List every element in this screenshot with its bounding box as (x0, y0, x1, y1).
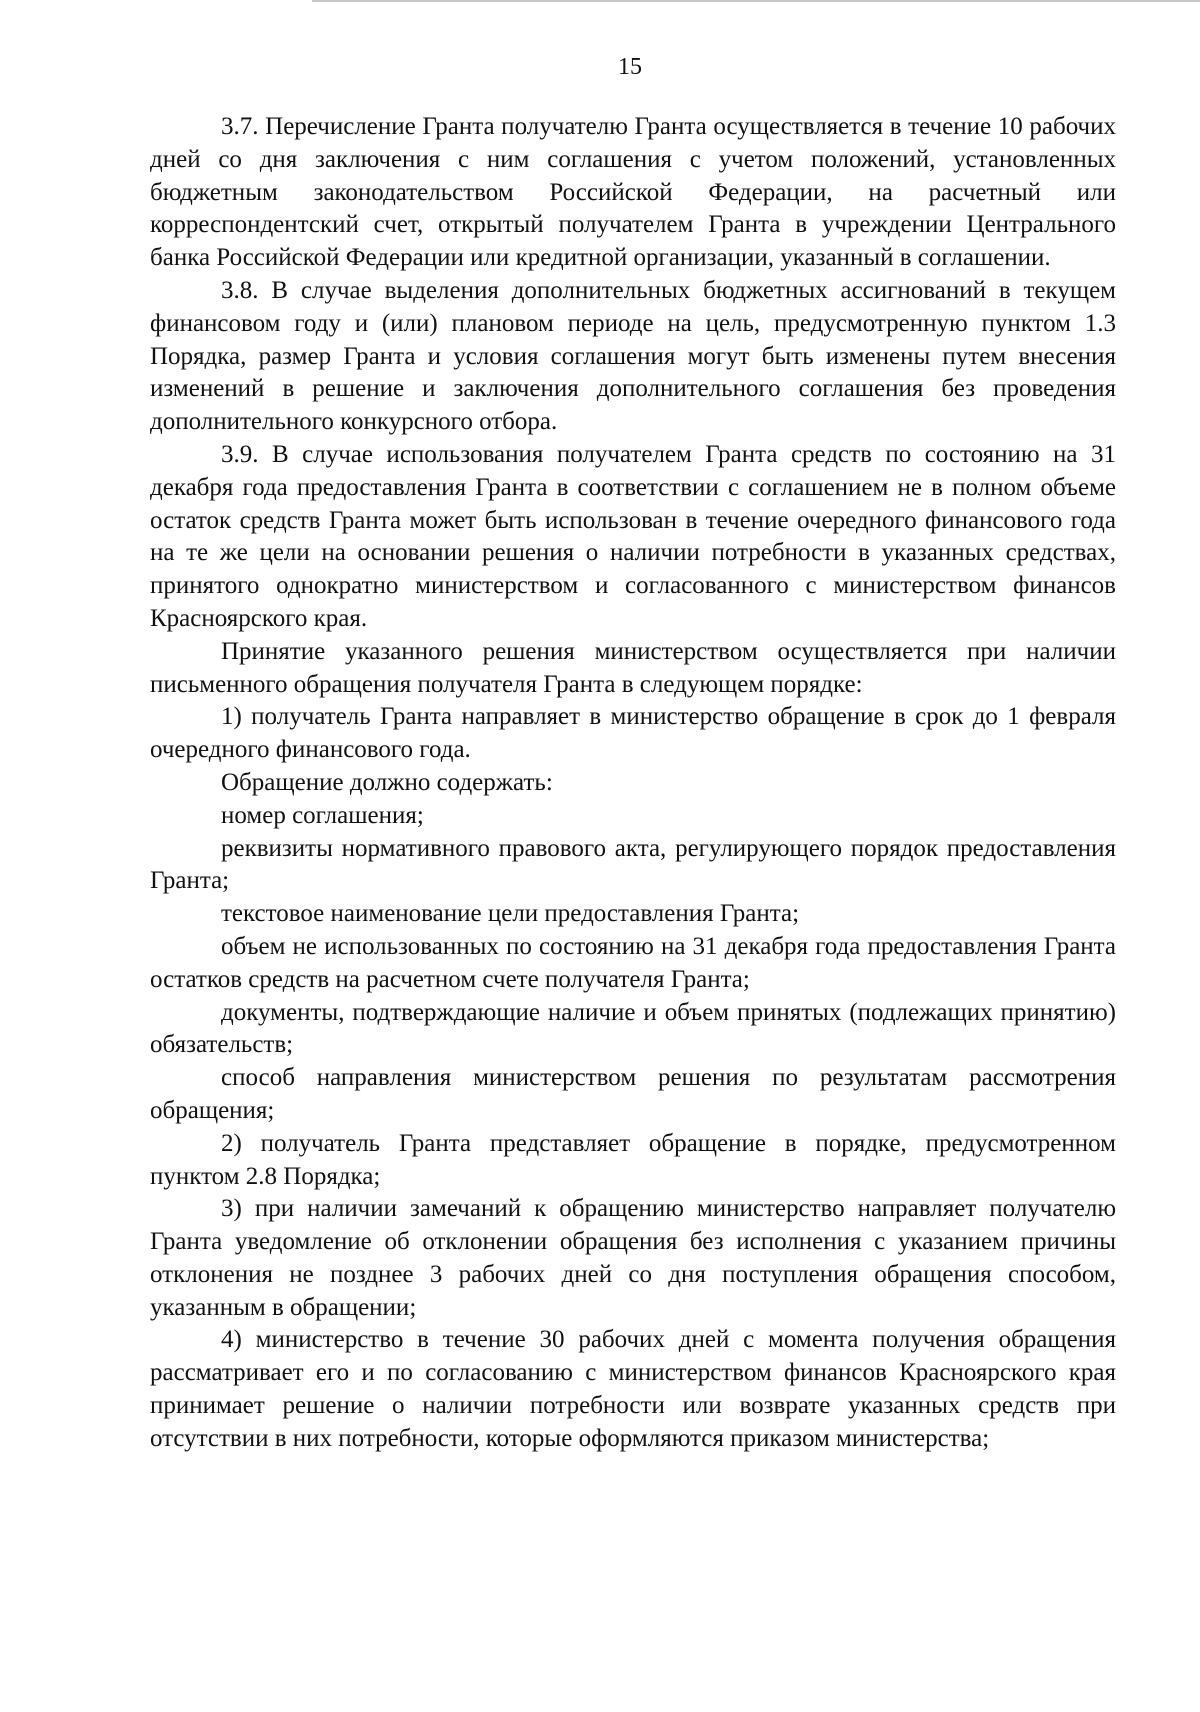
list-item-3: 3) при наличии замечаний к обращению министерство направляет получателю Гранта уведомление об отклонении обращения без исполнения с указанием причины отклонения не позднее 3 рабочих дней со дня поступления обращения способом, указанным в обращении; (150, 1195, 1116, 1321)
paragraph-3-9: 3.9. В случае использования получателем Гранта средств по состоянию на 31 декабря года предоставления Гранта в соответствии с соглашением не в полном объеме остаток средств Гранта может быть использован в течение очередного финансового года на те же цели на основании решения о наличии потребности в указанных средствах, принятого однократно министерством и согласованного с министерством финансов Красноярского края. (150, 440, 1116, 632)
list-item-agreement-number: номер соглашения; (221, 801, 424, 829)
list-item-4: 4) министерство в течение 30 рабочих дней с момента получения обращения рассматривает его и по согласованию с министерством финансов Красноярского края принимает решение о наличии потребности или возврате указанных средств при отсутствии в них потребности, которые оформляются приказом министерства; (150, 1326, 1116, 1452)
document-body (150, 111, 1116, 1456)
paragraph-request-contents: Обращение должно содержать: (221, 768, 553, 796)
list-item-grant-purpose: текстовое наименование цели предоставления Гранта; (221, 900, 800, 928)
list-item-decision-delivery: способ направления министерством решения по результатам рассмотрения обращения; (150, 1064, 1116, 1124)
paragraph-decision-intro: Принятие указанного решения министерством осуществляется при наличии письменного обращения получателя Гранта в следующем порядке: (150, 637, 1116, 698)
list-item-1: 1) получатель Гранта направляет в министерство обращение в срок до 1 февраля очередного финансового года. (150, 703, 1116, 764)
list-item-legal-act-details: реквизиты нормативного правового акта, регулирующего порядок предоставления Гранта; (150, 834, 1116, 895)
list-item-obligation-documents: документы, подтверждающие наличие и объем принятых (подлежащих принятию) обязательств; (150, 998, 1116, 1059)
scan-top-edge (0, 0, 1200, 2)
list-item-2: 2) получатель Гранта представляет обращение в порядке, предусмотренном пунктом 2.8 Порядка; (150, 1129, 1116, 1190)
page-number: 15 (618, 54, 642, 80)
paragraph-3-8: 3.8. В случае выделения дополнительных бюджетных ассигнований в текущем финансовом году и (или) плановом периоде на цель, предусмотренную пунктом 1.3 Порядка, размер Гранта и условия соглашения могут быть изменены путем внесения изменений в решение и заключения дополнительного соглашения без проведения дополнительного конкурсного отбора. (150, 276, 1116, 436)
paragraph-3-7: 3.7. Перечисление Гранта получателю Гранта осуществляется в течение 10 рабочих дней со дня заключения с ним соглашения с учетом положений, установленных бюджетным законодательством Российской Федерации, на расчетный или корреспондентский счет, открытый получателем Гранта в учреждении Центрального банка Российской Федерации или кредитной организации, указанный в соглашении. (150, 113, 1116, 272)
list-item-unused-balance: объем не использованных по состоянию на 31 декабря года предоставления Гранта остатков средств на расчетном счете получателя Гранта; (150, 932, 1116, 993)
